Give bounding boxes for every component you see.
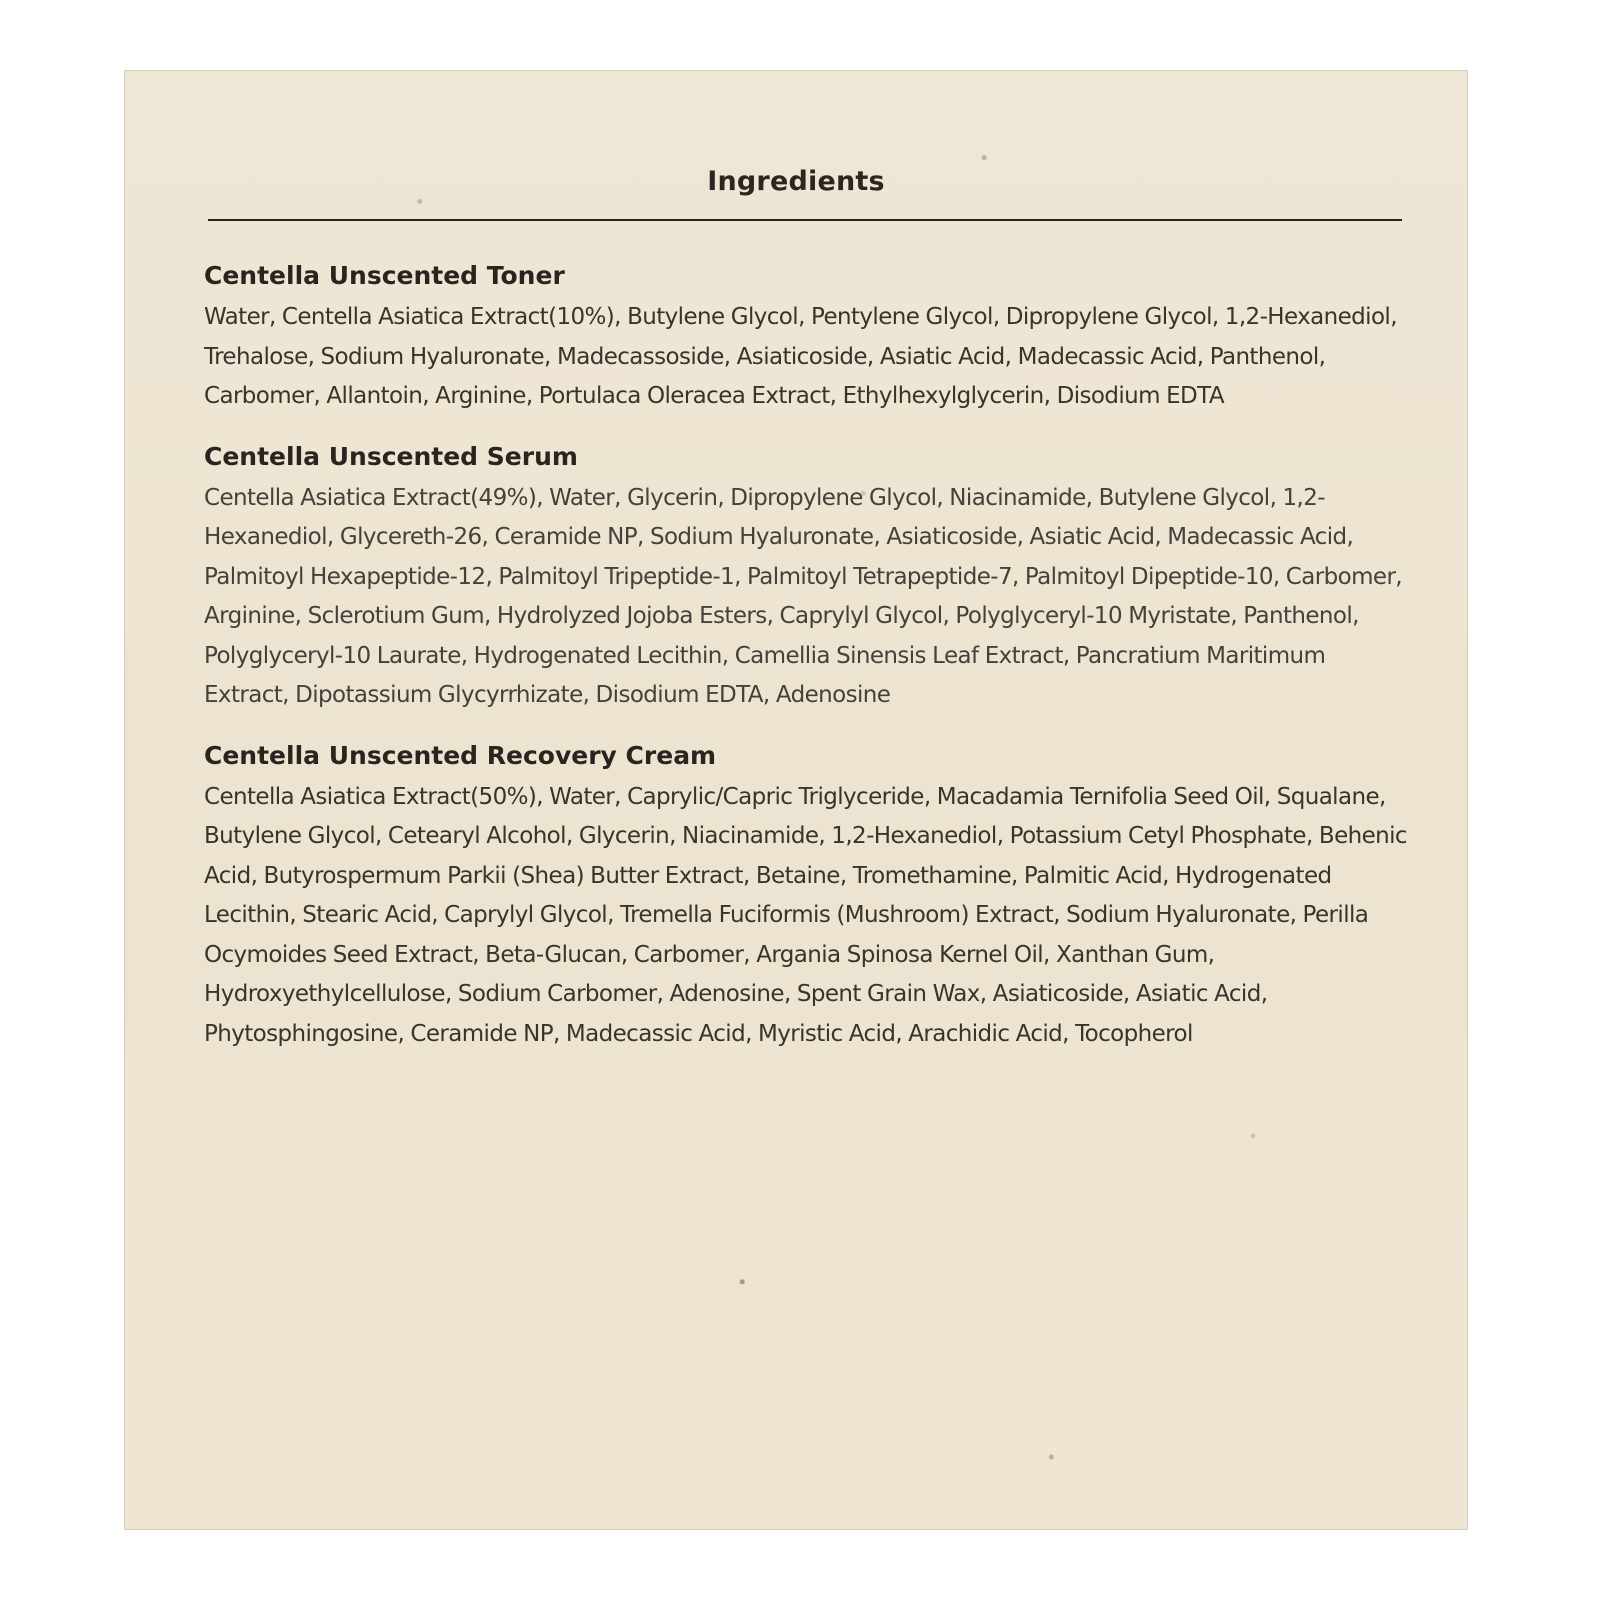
ingredient-list-serum: Centella Asiatica Extract(49%), Water, Glycerin, Dipropylene Glycol, Niacinamide, Butylene Glycol, 1,2-Hexanediol, Glycereth-26, Ceramide NP, Sodium Hyaluronate, Asiaticoside, Asiatic Acid, Madecassic Acid, Palmitoyl Hexapeptide-12, Palmitoyl Tripeptide-1, Palmitoyl Tetrapeptide-7, Palmitoyl Dipeptide-10, Carbomer, Arginine, Sclerotium Gum, Hydrolyzed Jojoba Esters, Caprylyl Glycol, Polyglyceryl-10 Myristate, Panthenol, Polyglyceryl-10 Laurate, Hydrogenated Lecithin, Camellia Sinensis Leaf Extract, Pancratium Maritimum Extract, Dipotassium Glycyrrhizate, Disodium EDTA, Adenosine	[204, 484, 1403, 708]
section-heading-serum: Centella Unscented Serum	[204, 441, 578, 471]
ingredient-list-recovery-cream: Centella Asiatica Extract(50%), Water, Caprylic/Capric Triglyceride, Macadamia Ternifolia Seed Oil, Squalane, Butylene Glycol, Cetearyl Alcohol, Glycerin, Niacinamide, 1,2-Hexanediol, Potassium Cetyl Phosphate, Behenic Acid, Butyrospermum Parkii (Shea) Butter Extract, Betaine, Tromethamine, Palmitic Acid, Hydrogenated Lecithin, Stearic Acid, Caprylyl Glycol, Tremella Fuciformis (Mushroom) Extract, Sodium Hyaluronate, Perilla Ocymoides Seed Extract, Beta-Glucan, Carbomer, Argania Spinosa Kernel Oil, Xanthan Gum, Hydroxyethylcellulose, Sodium Carbomer, Adenosine, Spent Grain Wax, Asiaticoside, Asiatic Acid, Phytosphingosine, Ceramide NP, Madecassic Acid, Myristic Acid, Arachidic Acid, Tocopherol	[204, 783, 1407, 1047]
section-toner	[204, 258, 1414, 417]
ingredients-content	[204, 258, 1414, 1076]
section-heading-toner: Centella Unscented Toner	[204, 261, 565, 290]
section-recovery-cream	[204, 738, 1414, 1055]
page-title: Ingredients	[707, 166, 885, 197]
ingredient-list-toner: Water, Centella Asiatica Extract(10%), Butylene Glycol, Pentylene Glycol, Dipropylene Glycol, 1,2-Hexanediol, Trehalose, Sodium Hyaluronate, Madecassoside, Asiaticoside, Asiatic Acid, Madecassic Acid, Panthenol, Carbomer, Allantoin, Arginine, Portulaca Oleracea Extract, Ethylhexylglycerin, Disodium EDTA	[204, 304, 1397, 409]
section-serum	[204, 439, 1414, 716]
section-heading-recovery-cream: Centella Unscented Recovery Cream	[204, 740, 717, 770]
title-divider	[208, 219, 1402, 221]
ingredients-panel	[124, 70, 1468, 1530]
